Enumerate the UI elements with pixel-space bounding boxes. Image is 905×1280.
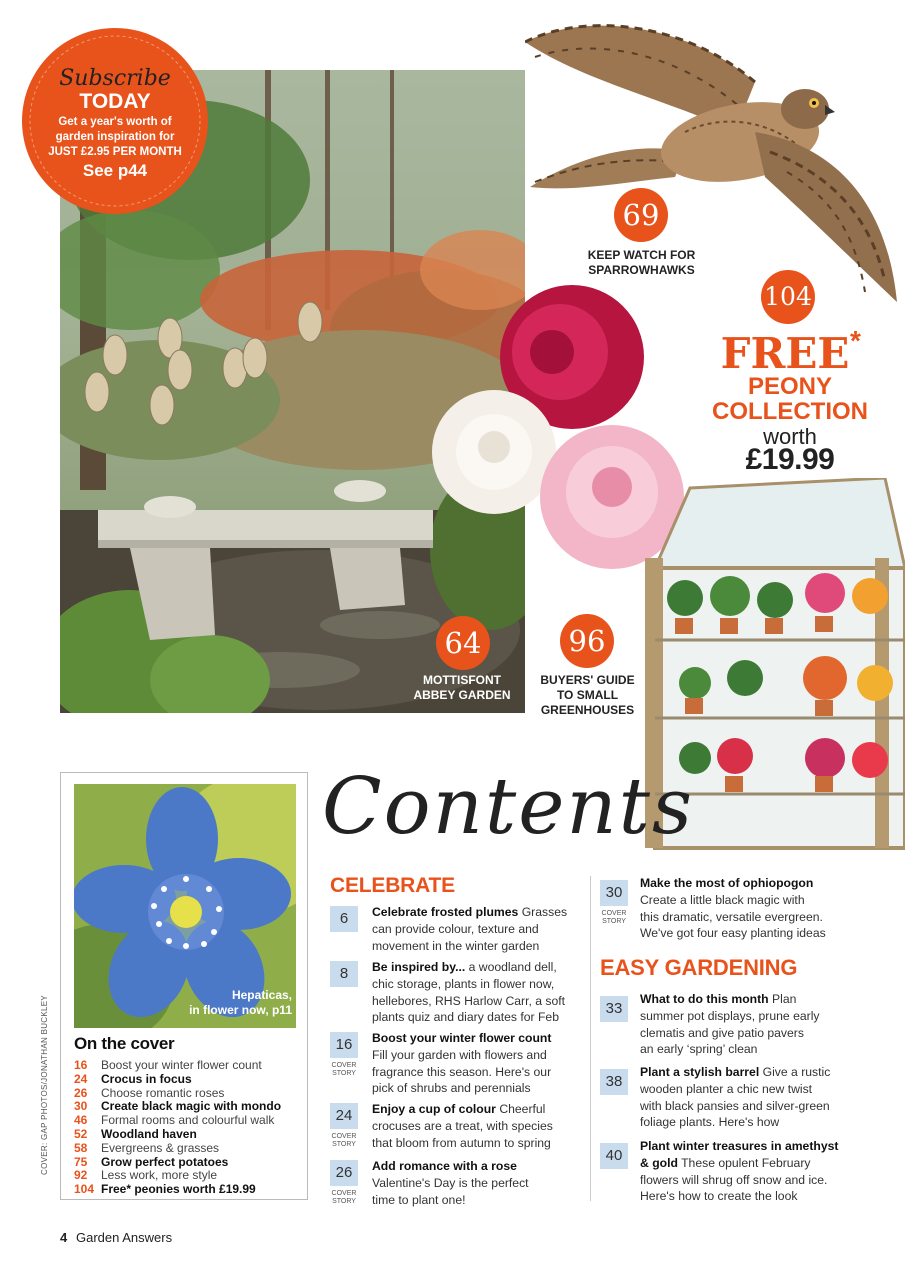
caption-line: KEEP WATCH FOR — [587, 248, 696, 262]
caption-line: TO SMALL — [556, 688, 619, 702]
item-page: 104 — [74, 1182, 95, 1197]
entry-page-number: 26 — [330, 1160, 358, 1186]
magazine-name: Garden Answers — [76, 1230, 173, 1245]
caption-line: GREENHOUSES — [540, 703, 635, 717]
tag-line: COVER — [331, 1062, 357, 1069]
entry-line: this dramatic, versatile evergreen. — [640, 909, 823, 924]
list-item[interactable] — [74, 1156, 306, 1170]
entry-line: a woodland dell, — [468, 960, 557, 974]
entry-line: chic storage, plants in flower now, — [372, 976, 555, 991]
entry-line: can provide colour, texture and — [372, 921, 539, 936]
entry-line: plants quiz and diary dates for Feb — [372, 1010, 559, 1025]
caption-line: SPARROWHAWKS — [588, 263, 695, 277]
caption-line: ABBEY GARDEN — [413, 688, 511, 702]
entry-line: Cheerful — [499, 1102, 546, 1116]
offer-worth: worth — [763, 424, 817, 449]
entry-text — [372, 904, 592, 954]
entry-title: Make the most of ophiopogon — [640, 876, 814, 890]
entry-text — [372, 1030, 597, 1097]
list-item[interactable] — [74, 1100, 306, 1114]
entry-title: What to do this month — [640, 992, 769, 1006]
item-page: 26 — [74, 1085, 88, 1100]
entry-title: Celebrate frosted plumes — [372, 905, 519, 919]
contents-entry[interactable] — [330, 961, 580, 1027]
entry-text — [372, 959, 597, 1026]
entry-line: We've got four easy planting ideas — [640, 926, 826, 941]
entry-title: Be inspired by... — [372, 960, 466, 974]
feature-page-number[interactable]: 104 — [761, 270, 815, 324]
contents-entry[interactable] — [600, 992, 850, 1062]
tag-line: STORY — [332, 1141, 356, 1148]
list-item[interactable] — [74, 1059, 306, 1073]
item-text: Free* peonies worth £19.99 — [101, 1182, 256, 1197]
entry-line: clematis and give patio pavers — [640, 1025, 804, 1040]
item-text: Grow perfect potatoes — [101, 1154, 229, 1169]
contents-entry[interactable] — [330, 1103, 580, 1153]
badge-line: garden inspiration for — [55, 131, 175, 143]
item-page: 52 — [74, 1126, 88, 1141]
cover-story-tag — [597, 910, 631, 926]
entry-text — [640, 991, 865, 1058]
subscribe-badge[interactable] — [22, 28, 208, 214]
offer-line: PEONY — [747, 373, 833, 400]
entry-title: Enjoy a cup of colour — [372, 1102, 496, 1116]
entry-line: Grasses — [521, 905, 568, 919]
entry-line: an early ‘spring’ clean — [640, 1042, 758, 1057]
entry-text — [640, 875, 865, 942]
contents-entry[interactable] — [600, 876, 850, 946]
entry-line: time to plant one! — [372, 1192, 466, 1207]
caption-line: in flower now, p11 — [189, 1003, 292, 1017]
entry-line: crocuses are a treat, with species — [372, 1118, 553, 1133]
caption-line: Hepaticas, — [231, 988, 292, 1002]
entry-page-number: 40 — [600, 1143, 628, 1169]
item-text: Crocus in focus — [101, 1071, 192, 1086]
item-page: 30 — [74, 1099, 88, 1114]
offer-asterisk: * — [850, 325, 861, 356]
page-number: 4 — [60, 1230, 68, 1245]
offer-free[interactable]: FREE — [720, 329, 850, 378]
entry-title: Plant winter treasures in amethyst — [640, 1139, 839, 1153]
caption-line: BUYERS' GUIDE — [540, 673, 635, 687]
list-item[interactable] — [74, 1114, 306, 1128]
cover-story-tag — [327, 1133, 361, 1149]
entry-line: flowers will shrug off snow and ice. — [640, 1172, 828, 1187]
offer-price: £19.99 — [745, 443, 835, 476]
item-text: Woodland haven — [101, 1126, 197, 1141]
feature-page-number[interactable]: 64 — [436, 616, 490, 670]
list-item[interactable] — [74, 1142, 306, 1156]
entry-text — [640, 1064, 865, 1131]
contents-entry[interactable] — [330, 1032, 580, 1098]
entry-line: Fill your garden with flowers and — [372, 1047, 547, 1062]
item-text: Evergreens & grasses — [101, 1140, 220, 1155]
item-page: 46 — [74, 1113, 88, 1128]
tag-line: STORY — [332, 1070, 356, 1077]
item-text: Less work, more style — [101, 1168, 218, 1183]
tag-line: COVER — [331, 1190, 357, 1197]
entry-page-number: 38 — [600, 1069, 628, 1095]
item-text: Formal rooms and colourful walk — [101, 1113, 275, 1128]
entry-page-number: 8 — [330, 961, 358, 987]
cover-photo-caption — [160, 988, 292, 1018]
item-text: Boost your winter flower count — [101, 1058, 262, 1072]
entry-page-number: 33 — [600, 996, 628, 1022]
tag-line: COVER — [601, 910, 627, 917]
entry-text — [372, 1101, 597, 1151]
contents-entry[interactable] — [330, 906, 580, 956]
item-page: 58 — [74, 1140, 88, 1155]
contents-entry[interactable] — [600, 1065, 850, 1135]
offer-line: COLLECTION — [712, 398, 868, 425]
item-text: Choose romantic roses — [101, 1085, 225, 1100]
cover-story-tag — [327, 1190, 361, 1206]
on-the-cover-heading: On the cover — [74, 1034, 175, 1053]
list-item[interactable] — [74, 1073, 306, 1087]
cover-story-tag — [327, 1062, 361, 1078]
entry-line: fragrance this season. Here's our — [372, 1064, 552, 1079]
item-page: 16 — [74, 1058, 88, 1072]
entry-title: Boost your winter flower count — [372, 1031, 552, 1045]
entry-line: hellebores, RHS Harlow Carr, a soft — [372, 993, 566, 1008]
item-text: Create black magic with mondo — [101, 1099, 282, 1114]
entry-title: & gold — [640, 1155, 678, 1170]
feature-caption-mottisfont — [402, 673, 522, 703]
contents-title: Contents — [322, 762, 694, 852]
entry-line: Give a rustic — [762, 1065, 831, 1079]
section-heading-celebrate: CELEBRATE — [330, 874, 455, 897]
entry-line: with black pansies and silver-green — [640, 1098, 830, 1113]
tag-line: STORY — [332, 1198, 356, 1205]
entry-text — [372, 1158, 597, 1208]
item-page: 75 — [74, 1154, 88, 1169]
entry-line: foliage plants. Here's how — [640, 1115, 780, 1130]
entry-title: Plant a stylish barrel — [640, 1065, 760, 1079]
entry-page-number: 30 — [600, 880, 628, 906]
entry-page-number: 24 — [330, 1103, 358, 1129]
entry-line: that bloom from autumn to spring — [372, 1135, 551, 1150]
tag-line: STORY — [602, 918, 626, 925]
entry-title: Add romance with a rose — [372, 1159, 517, 1173]
entry-line: movement in the winter garden — [372, 938, 540, 953]
feature-caption-greenhouses — [525, 673, 650, 718]
entry-line: wooden planter a chic new twist — [640, 1081, 813, 1096]
entry-line: Plan — [772, 992, 797, 1006]
list-item[interactable] — [74, 1087, 306, 1101]
item-page: 92 — [74, 1168, 88, 1183]
entry-line: summer pot displays, prune early — [640, 1008, 820, 1023]
list-item[interactable] — [74, 1128, 306, 1142]
item-page: 24 — [74, 1071, 88, 1086]
caption-line: MOTTISFONT — [423, 673, 501, 687]
badge-see-page: See p44 — [82, 161, 148, 180]
feature-caption-sparrowhawks — [560, 248, 723, 278]
entry-line: Here's how to create the look — [640, 1189, 798, 1204]
entry-line: These opulent February — [681, 1155, 811, 1170]
feature-page-number[interactable]: 96 — [560, 614, 614, 668]
badge-today: TODAY — [79, 90, 151, 113]
entry-page-number: 16 — [330, 1032, 358, 1058]
entry-line: Valentine's Day is the perfect — [372, 1175, 529, 1190]
entry-text — [640, 1138, 865, 1205]
photo-credit: COVER: GAP PHOTOS/JONATHAN BUCKLEY — [40, 994, 49, 1175]
list-item[interactable] — [74, 1183, 306, 1197]
section-heading-easy-gardening: EASY GARDENING — [600, 955, 798, 980]
contents-entry[interactable] — [330, 1160, 580, 1206]
column-divider — [590, 876, 591, 1201]
entry-page-number: 6 — [330, 906, 358, 932]
tag-line: COVER — [331, 1133, 357, 1140]
entry-line: pick of shrubs and perennials — [372, 1081, 531, 1096]
contents-entry[interactable] — [600, 1139, 850, 1209]
badge-subscribe-script: Subscribe — [59, 66, 171, 91]
entry-line: Create a little black magic with — [640, 892, 805, 907]
badge-line: Get a year's worth of — [58, 116, 172, 128]
badge-line: JUST £2.95 PER MONTH — [48, 146, 182, 158]
feature-page-number[interactable]: 69 — [614, 188, 668, 242]
cover-lines-list — [74, 1059, 306, 1197]
list-item[interactable] — [74, 1169, 306, 1183]
